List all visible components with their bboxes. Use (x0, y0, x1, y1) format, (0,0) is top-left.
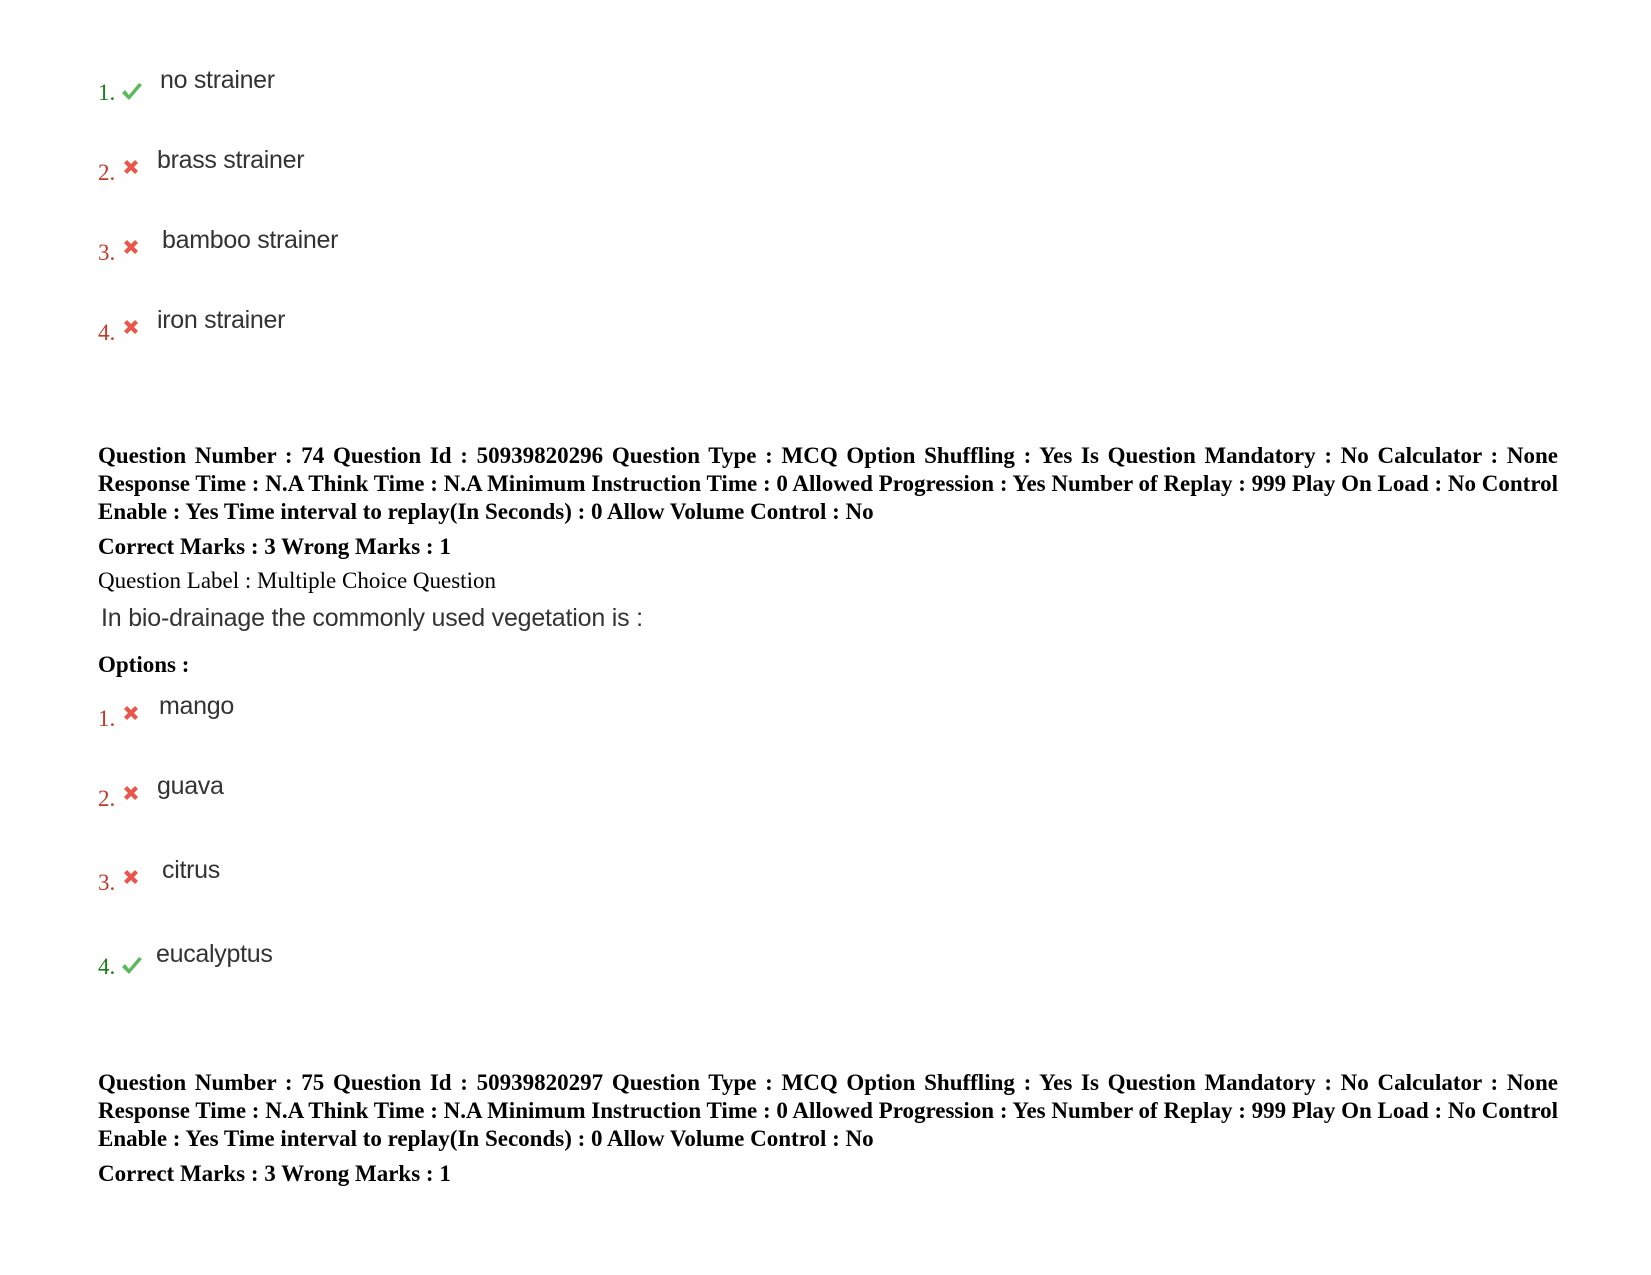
question-marks: Correct Marks : 3 Wrong Marks : 1 (98, 1161, 451, 1186)
cross-icon (122, 318, 140, 336)
question-text: In bio-drainage the commonly used vegetation is : (101, 604, 643, 632)
option-number: 2. (98, 160, 116, 185)
option-text: iron strainer (157, 306, 286, 334)
question-marks: Correct Marks : 3 Wrong Marks : 1 (98, 534, 451, 559)
option-number: 1. (98, 706, 116, 731)
check-icon (120, 954, 144, 978)
option-text: guava (157, 772, 224, 800)
cross-icon (122, 238, 140, 256)
option-number: 4. (98, 320, 116, 345)
option-text: bamboo strainer (162, 226, 339, 254)
option-number: 3. (98, 870, 116, 895)
option-text: brass strainer (157, 146, 305, 174)
option-number: 4. (98, 954, 116, 979)
question-meta: Question Number : 75 Question Id : 50939820297 Question Type : MCQ Option Shuffling : Yes Is Question Mandatory : No Calculator : None Response Time : N.A Think Time : N.A Minimum Instruction Time : 0 Allowed Progression : Yes Number of Replay : 999 Play On Load : No Control Enable : Yes Time interval to replay(In Seconds) : 0 Allow Volume Control : No (98, 1070, 1558, 1151)
option-text: eucalyptus (156, 940, 273, 968)
check-icon (120, 80, 144, 104)
option-number: 2. (98, 786, 116, 811)
options-heading: Options : (98, 652, 190, 677)
option-text: no strainer (160, 66, 275, 94)
cross-icon (122, 784, 140, 802)
option-number: 3. (98, 240, 116, 265)
cross-icon (122, 158, 140, 176)
option-text: citrus (162, 856, 220, 884)
option-number: 1. (98, 80, 116, 105)
question-label: Question Label : Multiple Choice Question (98, 568, 496, 593)
cross-icon (122, 704, 140, 722)
question-meta: Question Number : 74 Question Id : 50939820296 Question Type : MCQ Option Shuffling : Yes Is Question Mandatory : No Calculator : None Response Time : N.A Think Time : N.A Minimum Instruction Time : 0 Allowed Progression : Yes Number of Replay : 999 Play On Load : No Control Enable : Yes Time interval to replay(In Seconds) : 0 Allow Volume Control : No (98, 443, 1558, 524)
cross-icon (122, 868, 140, 886)
option-text: mango (159, 692, 234, 720)
